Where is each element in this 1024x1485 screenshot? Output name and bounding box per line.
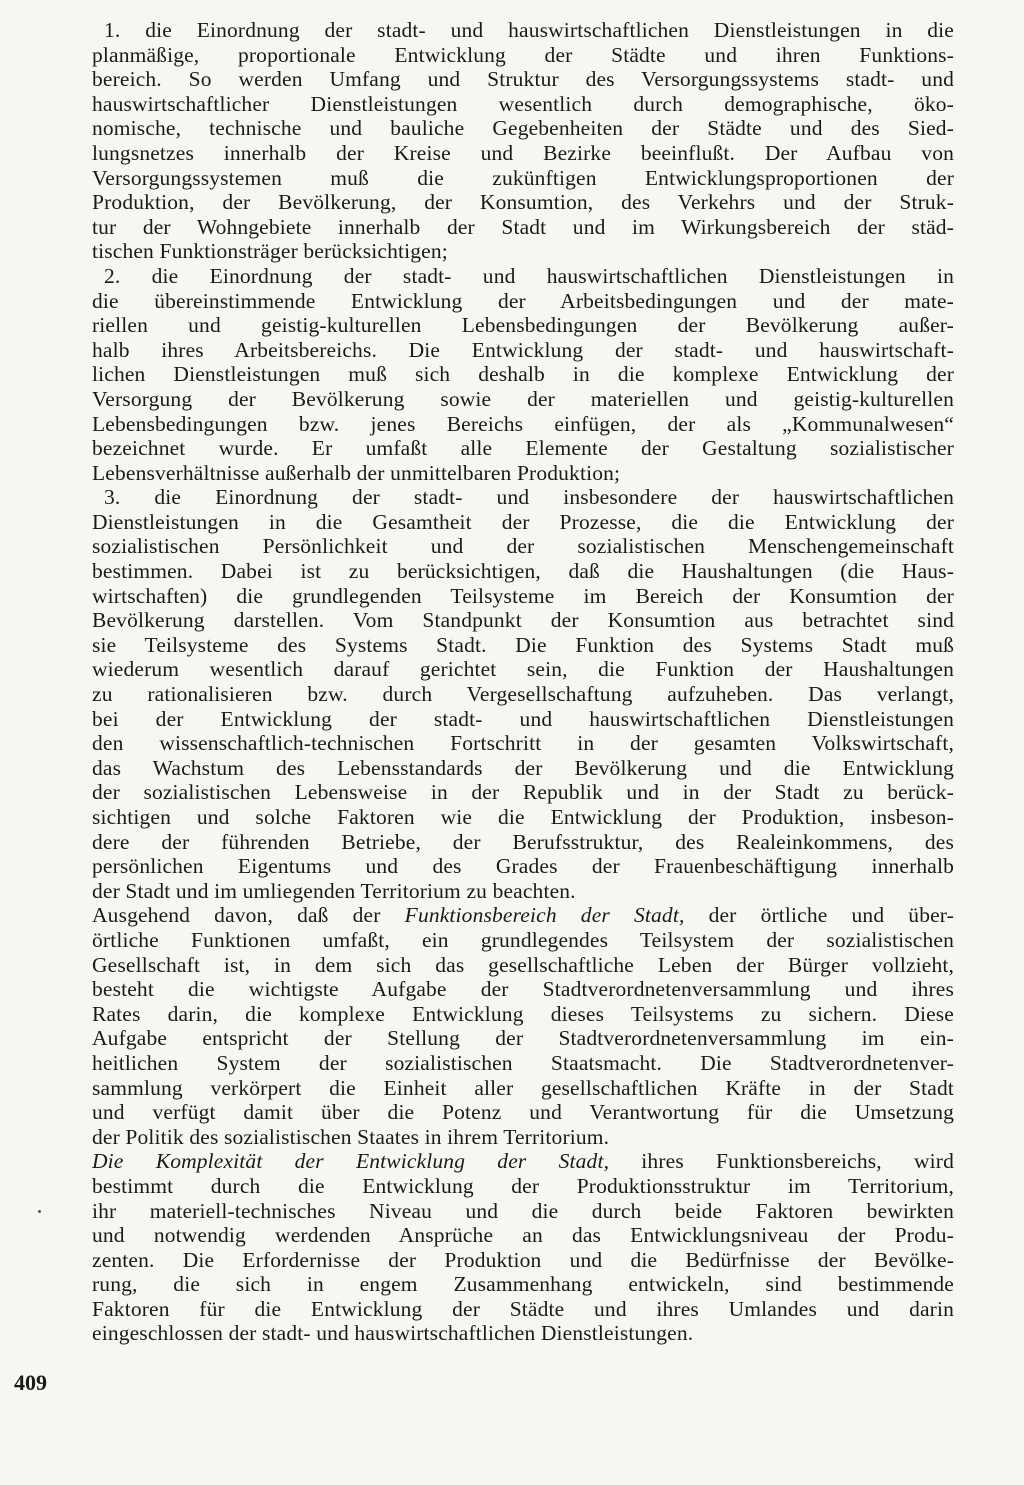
text-line: Versorgungssystemen muß die zukünftigen Entwicklungsproportionen der [92,165,954,190]
text-line: sichtigen und solche Faktoren wie die Entwicklung der Produktion, insbeson- [92,805,954,829]
text-line: tischen Funktionsträger berücksichtigen; [92,239,448,264]
text-line: riellen und geistig-kulturellen Lebensbedingungen der Bevölkerung außer- [92,313,954,338]
text-line: bei der Entwicklung der stadt- und hauswirtschaftlichen Dienstleistungen [92,706,954,731]
text-line: persönlichen Eigentums und des Grades der Frauenbeschäftigung innerhalb [92,854,954,879]
text-line: besteht die wichtigste Aufgabe der Stadtverordnetenversammlung und ihres [92,977,954,1002]
text-line: heitlichen System der sozialistischen Staatsmacht. Die Stadtverordnetenver- [92,1050,954,1075]
text-line: dere der führenden Betriebe, der Berufsstruktur, des Realeinkommens, des [92,829,954,854]
text-line: sozialistischen Persönlichkeit und der sozialistischen Menschengemeinschaft [92,534,954,559]
text-line: der sozialistischen Lebensweise in der Republik und in der Stadt zu berück- [92,780,954,805]
text-line: wirtschaften) die grundlegenden Teilsysteme im Bereich der Konsumtion der [92,583,954,608]
body-text [92,18,954,1346]
text-line: Versorgung der Bevölkerung sowie der materiellen und geistig-kulturellen [92,386,954,411]
text-line: ihr materiell-technisches Niveau und die durch beide Faktoren bewirkten [92,1198,954,1223]
text-line: Produktion, der Bevölkerung, der Konsumtion, des Verkehrs und der Struk- [92,190,954,215]
text-line: 1. die Einordnung der stadt- und hauswirtschaftlichen Dienstleistungen in die [104,18,954,42]
text-line: das Wachstum des Lebensstandards der Bevölkerung und die Entwicklung [92,755,954,780]
text-line: sie Teilsysteme des Systems Stadt. Die Funktion des Systems Stadt muß [92,632,954,657]
text-line: bereich. So werden Umfang und Struktur des Versorgungssystems stadt- und [92,67,954,92]
text-line: örtliche Funktionen umfaßt, ein grundlegendes Teilsystem der sozialistischen [92,927,954,952]
text-line: Bevölkerung darstellen. Vom Standpunkt der Konsumtion aus betrachtet sind [92,608,954,633]
text-line: und notwendig werdenden Ansprüche an das Entwicklungsniveau der Produ- [92,1223,954,1248]
text-line: zenten. Die Erfordernisse der Produktion und die Bedürfnisse der Bevölke- [92,1247,954,1272]
text-line: Dienstleistungen in die Gesamtheit der Prozesse, die die Entwicklung der [92,509,954,534]
text-line: Lebensbedingungen bzw. jenes Bereichs einfügen, der als „Kommunalwesen“ [92,411,954,436]
text-line: zu rationalisieren bzw. durch Vergesellschaftung aufzuheben. Das verlangt, [92,682,954,707]
text-line: Lebensverhältnisse außerhalb der unmittelbaren Produktion; [92,460,621,485]
text-line [92,1149,954,1174]
text-line: 3. die Einordnung der stadt- und insbesondere der hauswirtschaftlichen [104,485,954,510]
italic-phrase: Die Komplexität der Entwicklung der Stadt, [92,1149,610,1174]
text-run: ihres Funktionsbereichs, wird [609,1149,954,1174]
text-line: wiederum wesentlich darauf gerichtet sein, die Funktion der Haushaltungen [92,657,954,682]
text-line [92,903,954,928]
text-run: Ausgehend davon, daß der [92,903,405,928]
text-line: tur der Wohngebiete innerhalb der Stadt und im Wirkungsbereich der städ- [92,214,954,239]
text-line: der Politik des sozialistischen Staates in ihrem Territorium. [92,1124,610,1149]
text-line: der Stadt und im umliegenden Territorium zu beachten. [92,878,576,903]
text-line: bestimmt durch die Entwicklung der Produktionsstruktur im Territorium, [92,1173,954,1198]
page-number: 409 [14,1370,47,1395]
text-line: rung, die sich in engem Zusammenhang entwickeln, sind bestimmende [92,1272,954,1297]
text-line: 2. die Einordnung der stadt- und hauswirtschaftlichen Dienstleistungen in [104,263,954,288]
text-line: Faktoren für die Entwicklung der Städte und ihres Umlandes und darin [92,1296,954,1321]
text-line: Rates darin, die komplexe Entwicklung dieses Teilsystems zu sichern. Diese [92,1001,954,1026]
text-line: Gesellschaft ist, in dem sich das gesellschaftliche Leben der Bürger vollzieht, [92,952,954,977]
text-line: lungsnetzes innerhalb der Kreise und Bezirke beeinflußt. Der Aufbau von [92,140,954,165]
text-line: halb ihres Arbeitsbereichs. Die Entwicklung der stadt- und hauswirtschaft- [92,337,954,362]
text-line: lichen Dienstleistungen muß sich deshalb in die komplexe Entwicklung der [92,362,954,387]
text-line: Aufgabe entspricht der Stellung der Stadtverordnetenversammlung im ein- [92,1026,954,1051]
text-line: hauswirtschaftlicher Dienstleistungen wesentlich durch demographische, öko- [92,91,954,116]
text-line: den wissenschaftlich-technischen Fortschritt in der gesamten Volkswirtschaft, [92,731,954,756]
italic-phrase: Funktionsbereich der Stadt, [404,903,685,928]
margin-mark [38,1210,41,1213]
text-line: sammlung verkörpert die Einheit aller gesellschaftlichen Kräfte in der Stadt [92,1075,954,1100]
text-line: planmäßige, proportionale Entwicklung der Städte und ihren Funktions- [92,42,954,67]
text-line: und verfügt damit über die Potenz und Verantwortung für die Umsetzung [92,1100,954,1125]
text-run: der örtliche und über- [684,903,954,928]
text-line: bezeichnet wurde. Er umfaßt alle Elemente der Gestaltung sozialistischer [92,436,954,461]
text-line: eingeschlossen der stadt- und hauswirtschaftlichen Dienstleistungen. [92,1321,694,1346]
text-line: die übereinstimmende Entwicklung der Arbeitsbedingungen und der mate- [92,288,954,313]
text-line: nomische, technische und bauliche Gegebenheiten der Städte und des Sied- [92,116,954,141]
text-line: bestimmen. Dabei ist zu berücksichtigen, daß die Haushaltungen (die Haus- [92,559,954,584]
